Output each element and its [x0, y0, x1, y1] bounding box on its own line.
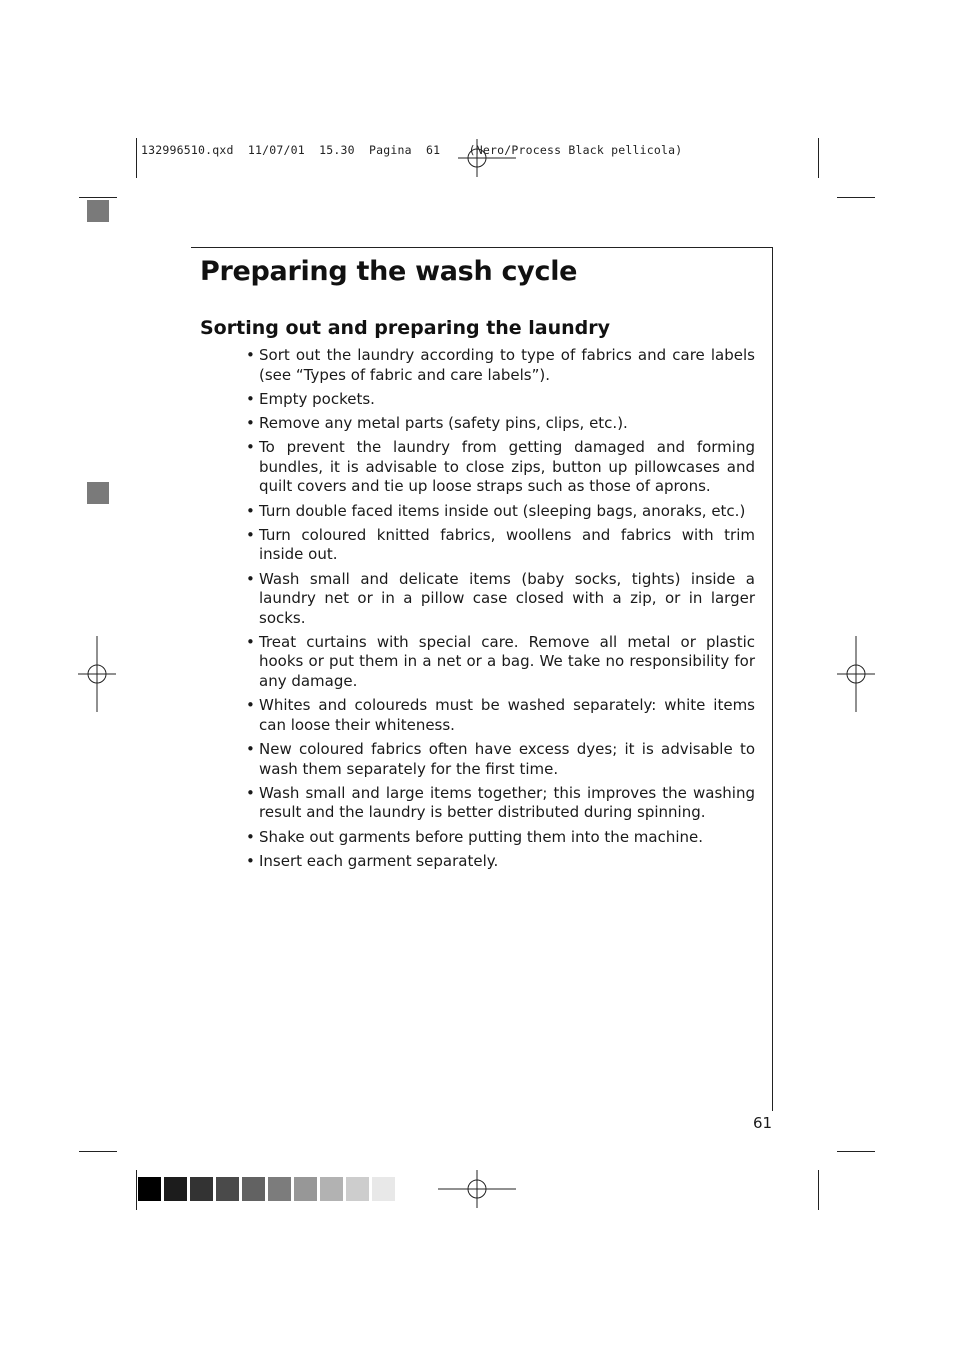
list-item-text: Sort out the laundry according to type of fabrics and care labels (see “Types of fabric and care labels”).: [259, 346, 755, 384]
list-item-text: To prevent the laundry from getting damaged and forming bundles, it is advisable to close zips, button up pillowcases and quilt covers and tie up loose straps such as those of aprons.: [259, 438, 755, 496]
color-swatch: [346, 1177, 369, 1201]
color-calibration-bar: [138, 1177, 395, 1201]
bullet-icon: •: [246, 389, 255, 408]
list-item: [246, 784, 755, 823]
registration-mark-left-icon: [78, 636, 116, 712]
registration-mark-top-icon: [458, 139, 516, 177]
list-item-text: Treat curtains with special care. Remove all metal or plastic hooks or put them in a net or a bag. We take no responsibility for any damage.: [259, 632, 755, 691]
list-item: [246, 740, 755, 779]
color-swatch: [164, 1177, 187, 1201]
crop-mark-bottom-right-horizontal: [837, 1151, 875, 1152]
crop-mark-top-left-horizontal: [79, 197, 117, 198]
bullet-icon: •: [246, 569, 255, 588]
bullet-icon: •: [246, 438, 255, 457]
list-item-text: Whites and coloureds must be washed separately: white items can loose their whiteness.: [259, 696, 755, 734]
color-swatch: [268, 1177, 291, 1201]
bullet-icon: •: [246, 525, 255, 544]
list-item: [246, 852, 755, 872]
bullet-icon: •: [246, 413, 255, 432]
bullet-icon: •: [246, 346, 255, 364]
crop-mark-bottom-right-vertical: [818, 1170, 819, 1210]
list-item: [246, 414, 755, 434]
bullet-icon: •: [246, 851, 255, 870]
list-item: [246, 390, 755, 410]
list-item-text: Remove any metal parts (safety pins, clips, etc.).: [259, 413, 628, 432]
color-swatch: [372, 1177, 395, 1201]
section-marker-square: [87, 200, 109, 222]
list-item-text: New coloured fabrics often have excess dyes; it is advisable to wash them separately for the first time.: [259, 740, 755, 778]
color-swatch: [138, 1177, 161, 1201]
crop-mark-bottom-left-vertical: [136, 1170, 137, 1210]
content-frame-right-rule: [772, 247, 773, 1111]
list-item: [246, 696, 755, 735]
crop-mark-top-right-horizontal: [837, 197, 875, 198]
list-item: [246, 346, 755, 385]
bullet-icon: •: [246, 827, 255, 846]
bullet-icon: •: [246, 740, 255, 759]
list-item-text: Wash small and large items together; this improves the washing result and the laundry is better distributed during spinning.: [259, 783, 755, 822]
list-item-text: Shake out garments before putting them into the machine.: [259, 827, 704, 846]
list-item-text: Turn coloured knitted fabrics, woollens and fabrics with trim inside out.: [259, 525, 755, 564]
page-number: 61: [753, 1114, 773, 1132]
page-title: Preparing the wash cycle: [200, 256, 578, 287]
list-item: [246, 438, 755, 497]
printer-slug: 132996510.qxd 11/07/01 15.30 Pagina 61 (Nero/Process Black pellicola): [141, 143, 683, 157]
color-swatch: [294, 1177, 317, 1201]
crop-mark-top-right-vertical: [818, 138, 819, 178]
section-marker-square: [87, 482, 109, 504]
list-item: [246, 570, 755, 629]
crop-mark-top-left-vertical: [136, 138, 137, 178]
bullet-icon: •: [246, 696, 255, 715]
registration-mark-right-icon: [837, 636, 875, 712]
crop-mark-bottom-left-horizontal: [79, 1151, 117, 1152]
list-item: [246, 526, 755, 565]
bullet-icon: •: [246, 632, 255, 651]
color-swatch: [190, 1177, 213, 1201]
bullet-icon: •: [246, 783, 255, 802]
laundry-preparation-list: [246, 346, 755, 876]
list-item-text: Insert each garment separately.: [259, 851, 499, 870]
color-swatch: [242, 1177, 265, 1201]
list-item-text: Empty pockets.: [259, 389, 375, 408]
list-item: [246, 633, 755, 692]
section-heading: Sorting out and preparing the laundry: [200, 317, 611, 339]
registration-mark-bottom-icon: [438, 1170, 516, 1208]
list-item-text: Turn double faced items inside out (sleeping bags, anoraks, etc.): [259, 501, 746, 520]
bullet-icon: •: [246, 501, 255, 520]
color-swatch: [216, 1177, 239, 1201]
list-item: [246, 828, 755, 848]
list-item-text: Wash small and delicate items (baby socks, tights) inside a laundry net or in a pillow case closed with a zip, or in larger socks.: [259, 569, 755, 627]
content-frame-top-rule: [191, 247, 773, 248]
list-item: [246, 502, 755, 522]
color-swatch: [320, 1177, 343, 1201]
